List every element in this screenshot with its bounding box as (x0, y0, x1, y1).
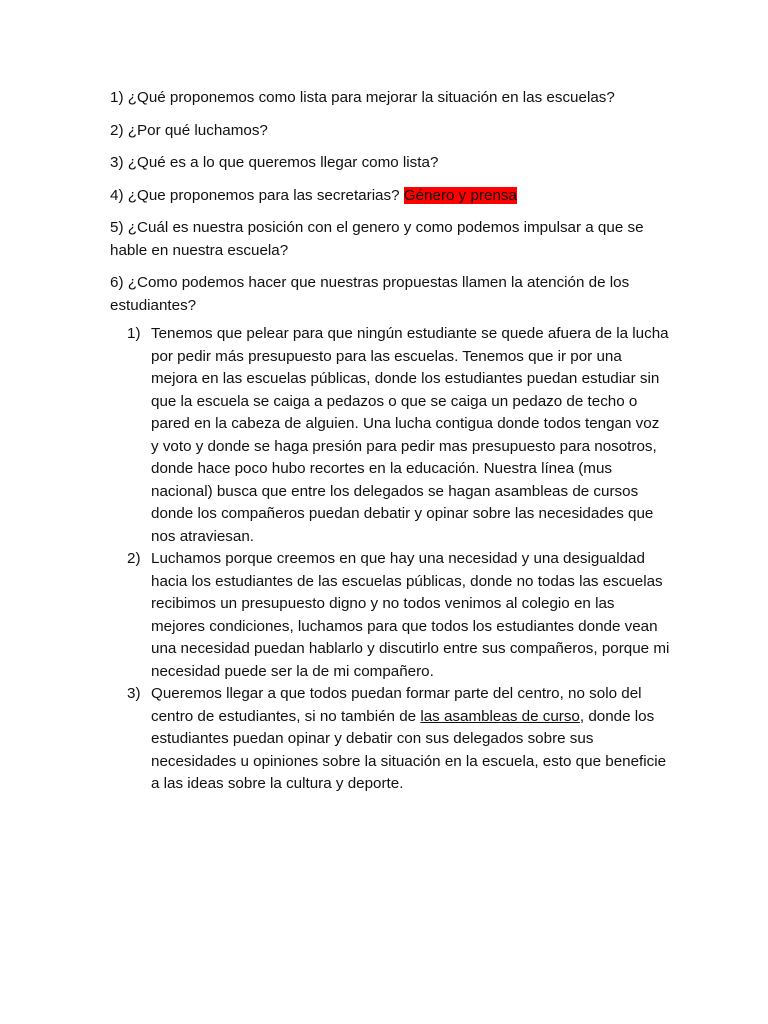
highlighted-answer: Género y prensa (403, 186, 517, 204)
answer-1 (110, 323, 670, 548)
question-3: 3) ¿Qué es a lo que queremos llegar como lista? (110, 154, 439, 171)
answer-3-text-after: , donde los estudiantes puedan opinar y debatir con sus delegados sobre sus necesidades u opiniones sobre la situación en la escuela, esto que beneficie a las ideas sobre la cultura y deporte. (151, 707, 667, 792)
answer-1-number: 1) (127, 325, 141, 342)
question-2: 2) ¿Por qué luchamos? (110, 121, 268, 139)
question-5: 5) ¿Cuál es nuestra posición con el genero y como podemos impulsar a que se hable en nuestra escuela? (110, 219, 644, 259)
question-4-text: 4) ¿Que proponemos para las secretarias? (110, 186, 400, 204)
question-4 (110, 185, 670, 208)
question-6: 6) ¿Como podemos hacer que nuestras propuestas llamen la atención de los estudiantes? (110, 274, 630, 314)
answers-list (110, 323, 670, 796)
document-page (110, 87, 670, 796)
answer-2-text: Luchamos porque creemos en que hay una necesidad y una desigualdad hacia los estudiantes de las escuelas públicas, donde no todas las escuelas recibimos un presupuesto digno y no todos venimos al colegio en las mejores condiciones, luchamos para que todos los estudiantes donde vean una necesidad puedan hablarlo y discutirlo entre sus compañeros, porque mi necesidad puede ser la de mi compañero. (151, 550, 670, 680)
answer-2-number: 2) (127, 550, 141, 567)
question-1: 1) ¿Qué proponemos como lista para mejorar la situación en las escuelas? (110, 89, 615, 106)
answer-2 (110, 548, 670, 683)
answer-3 (110, 683, 670, 796)
answer-3-underlined-text: las asambleas de curso (420, 707, 580, 725)
answer-3-number: 3) (127, 685, 141, 702)
answer-3-text-before: Queremos llegar a que todos puedan formar parte del centro, no solo del centro de estudiantes, si no también de (151, 685, 642, 725)
answer-1-text: Tenemos que pelear para que ningún estudiante se quede afuera de la lucha por pedir más presupuesto para las escuelas. Tenemos que ir por una mejora en las escuelas públicas, donde los estudiantes puedan estudiar sin que la escuela se caiga a pedazos o que se caiga un pedazo de techo o pared en la cabeza de alguien. Una lucha contigua donde todos tengan voz y voto y donde se haga presión para pedir mas presupuesto para nosotros, donde hace poco hubo recortes en la educación. Nuestra línea (mus nacional) busca que entre los delegados se hagan asambleas de cursos donde los compañeros puedan debatir y opinar sobre las necesidades que nos atraviesan. (151, 325, 669, 545)
